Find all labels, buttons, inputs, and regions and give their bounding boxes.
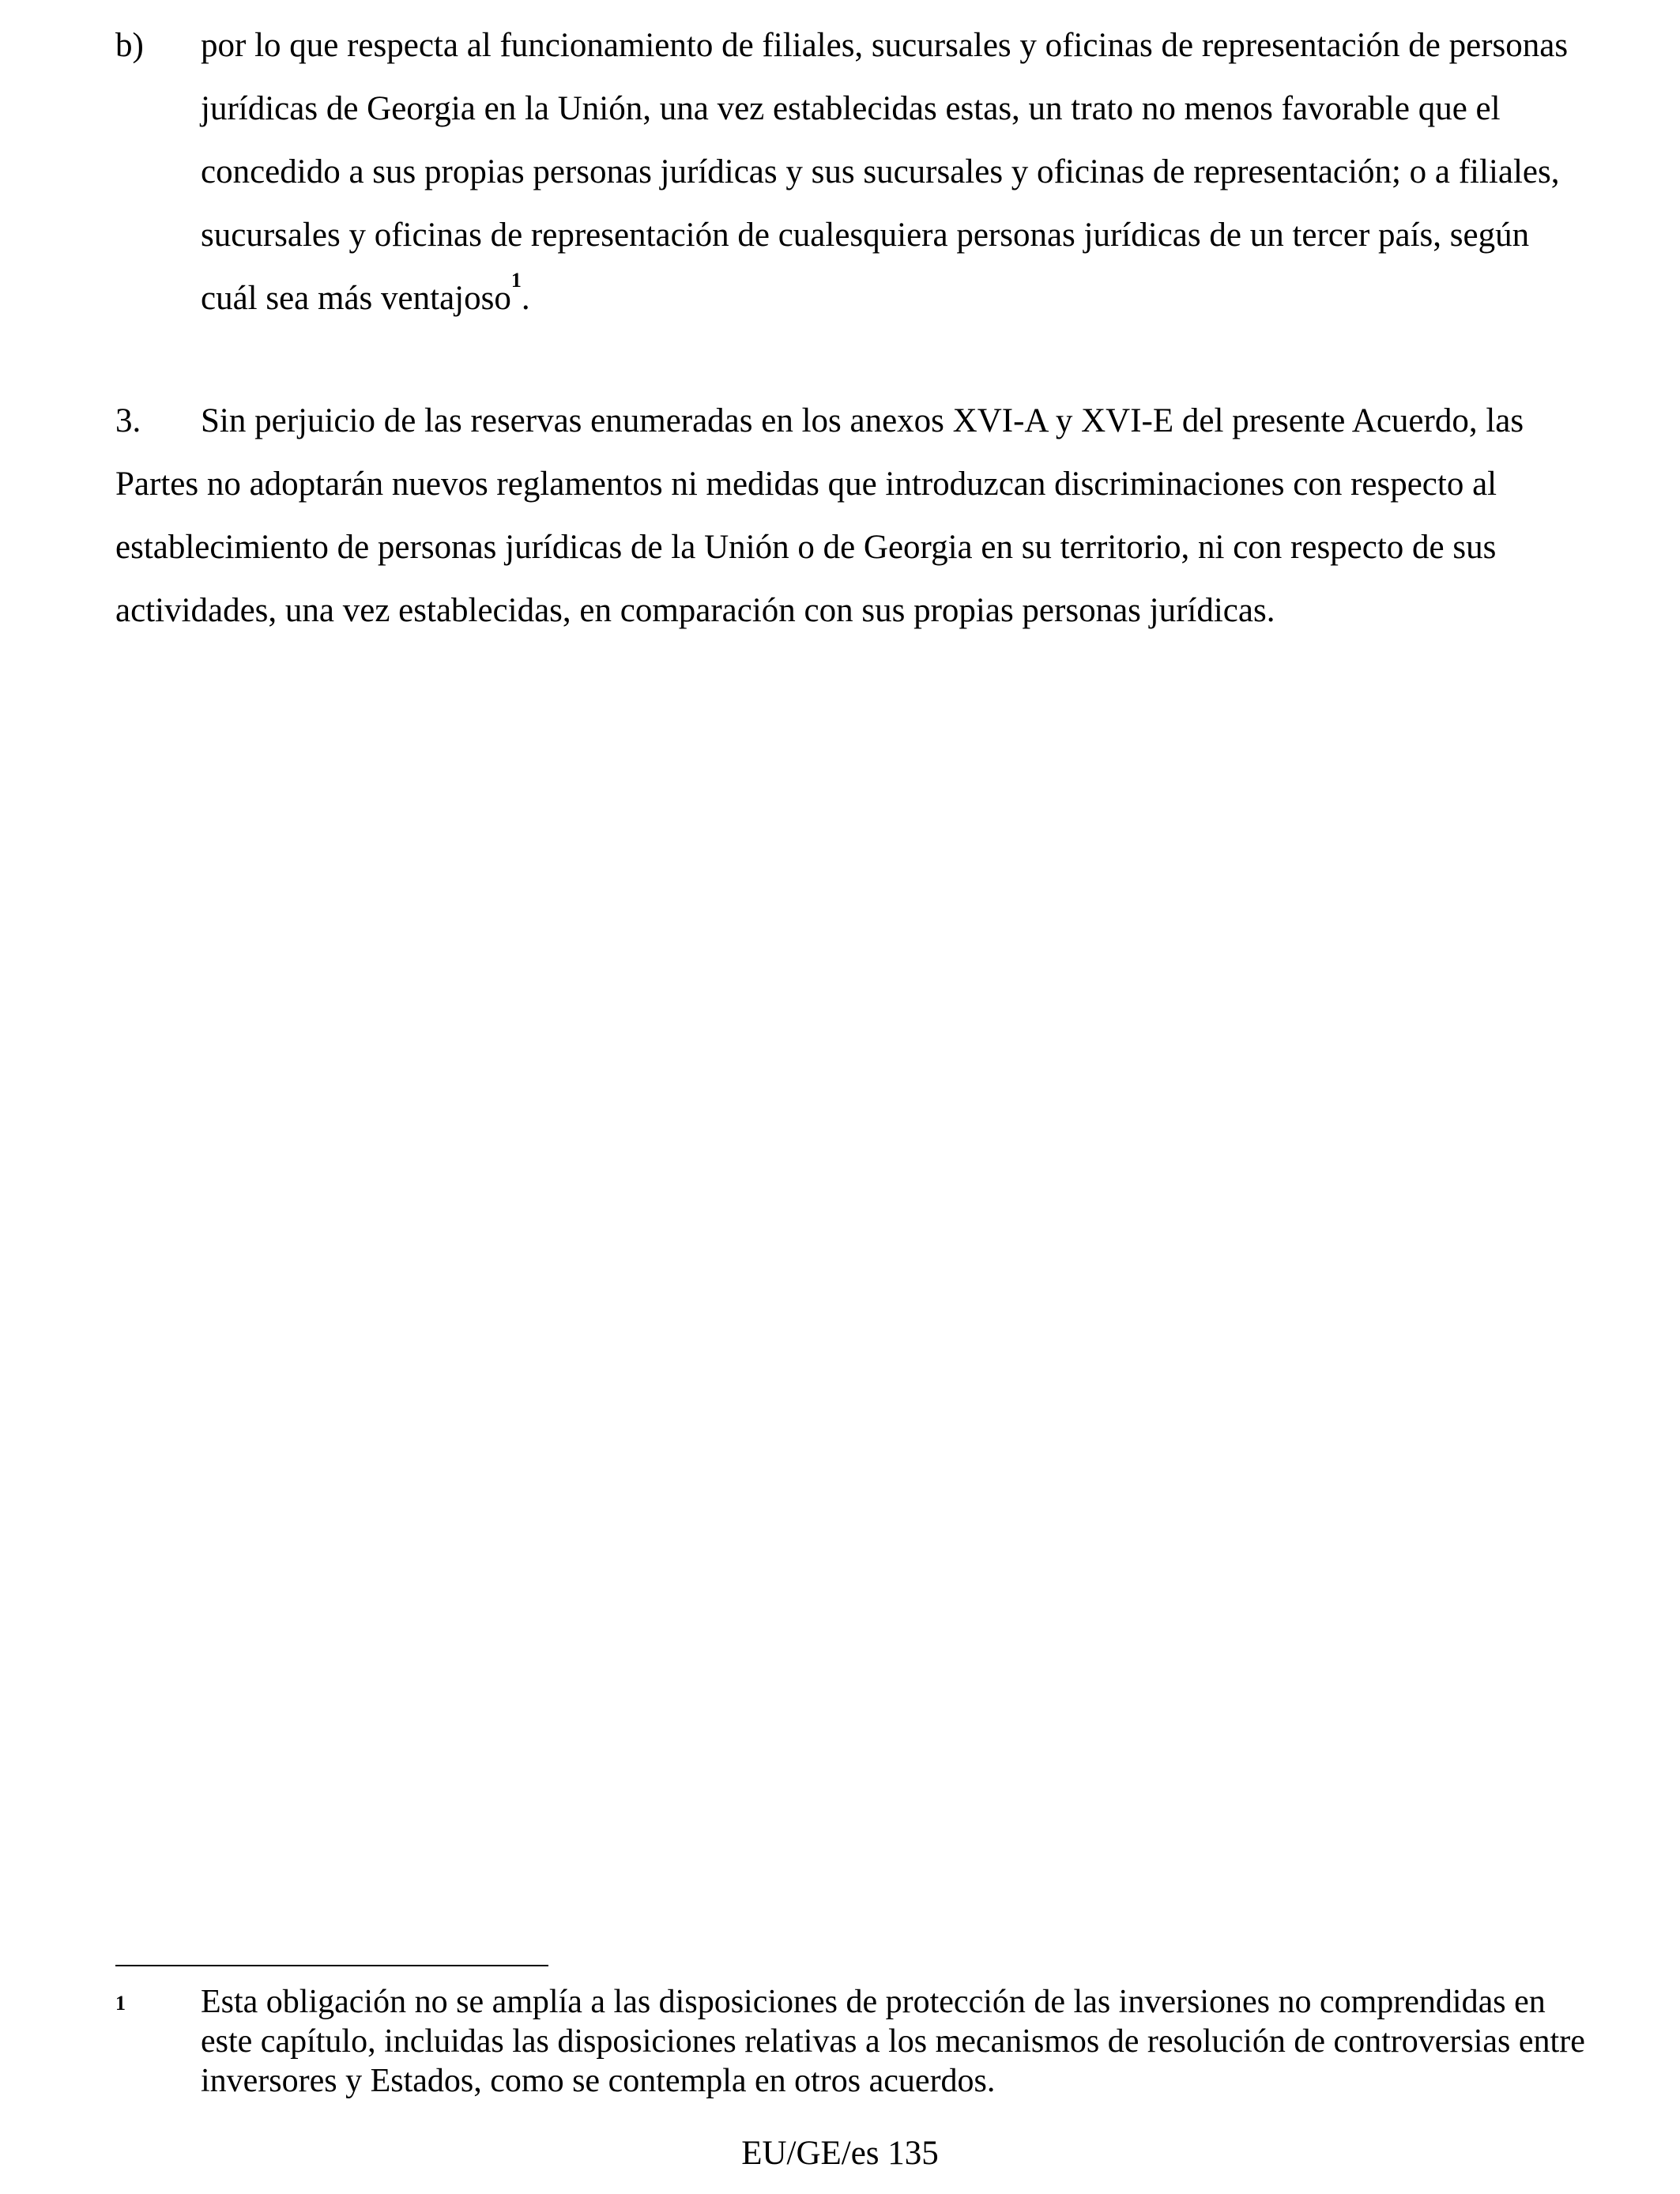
footnote-separator bbox=[115, 1965, 548, 1966]
footnote-reference[interactable]: 1 bbox=[510, 269, 522, 292]
paragraph-3-number: 3. bbox=[115, 402, 141, 439]
footnote-marker: 1 bbox=[115, 1992, 126, 2015]
paragraph-b-body bbox=[201, 14, 1576, 330]
paragraph-b-text: por lo que respecta al funcionamiento de filiales, sucursales y oficinas de representación de personas jurídicas de Georgia en la Unión, una vez establecidas estas, un trato no menos favorable que el concedido a sus propias personas jurídicas y sus sucursales y oficinas de representación; o a filiales, sucursales y oficinas de representación de cualesquiera personas jurídicas de un tercer país, según cuál sea más ventajoso bbox=[201, 27, 1569, 317]
paragraph-b bbox=[115, 14, 1601, 330]
footnote bbox=[115, 1982, 1585, 2101]
paragraph-b-trailing: . bbox=[521, 280, 530, 317]
footnote-text: Esta obligación no se amplía a las disposiciones de protección de las inversiones no comprendidas en este capítulo, incluidas las disposiciones relativas a los mecanismos de resolución de controversias entre inversores y Estados, como se contempla en otros acuerdos. bbox=[201, 1984, 1585, 2099]
paragraph-3-text: Sin perjuicio de las reservas enumeradas en los anexos XVI-A y XVI-E del presente Acuerdo, las Partes no adoptarán nuevos reglamentos ni medidas que introduzcan discriminaciones con respecto al establecimiento de personas jurídicas de la Unión o de Georgia en su territorio, ni con respecto de sus actividades, una vez establecidas, en comparación con sus propias personas jurídicas. bbox=[115, 402, 1524, 629]
page-footer: EU/GE/es 135 bbox=[741, 2135, 939, 2172]
paragraph-3 bbox=[115, 390, 1585, 643]
paragraph-b-marker: b) bbox=[115, 27, 144, 64]
